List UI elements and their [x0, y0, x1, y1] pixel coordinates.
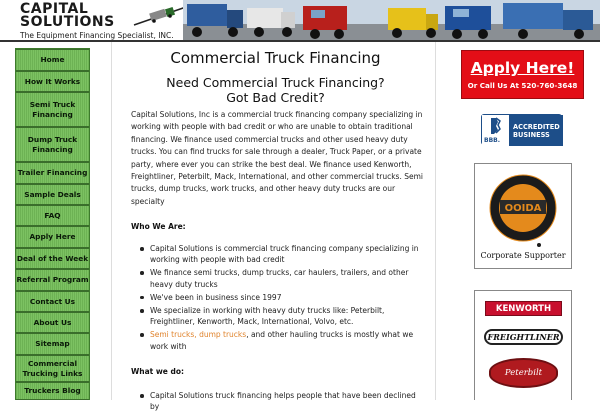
left-nav: [15, 48, 90, 400]
ooida-seal-icon: [475, 166, 571, 252]
nav-item-home[interactable]: Home: [16, 49, 89, 71]
list-item: [140, 329, 425, 351]
nav-item-sitemap[interactable]: Sitemap: [16, 333, 89, 355]
nav-item-deal-of-the-week[interactable]: Deal of the Week: [16, 248, 89, 269]
what-we-do-heading: What we do:: [131, 367, 185, 376]
who-we-are-list: [140, 243, 425, 354]
freightliner-logo[interactable]: FREIGHTLINER: [484, 329, 563, 345]
logo-line-1: CAPITAL: [20, 1, 89, 17]
nav-item-contact-us[interactable]: Contact Us: [16, 291, 89, 312]
subtitle-line-2: Got Bad Credit?: [226, 90, 325, 105]
what-we-do-list: [140, 390, 425, 414]
list-item: We specialize in working with heavy duty trucks like: Peterbilt, Freightliner, Kenworth, Mack, International, Volvo, etc.: [140, 305, 425, 327]
bbb-logo: [482, 115, 509, 146]
list-item: Capital Solutions is commercial truck financing company specializing in working with people with bad credit: [140, 243, 425, 265]
peterbilt-logo[interactable]: Peterbilt: [489, 358, 558, 388]
nav-item-referral-program[interactable]: Referral Program: [16, 269, 89, 291]
nav-item-truckers-blog[interactable]: Truckers Blog: [16, 382, 89, 400]
intro-paragraph: Capital Solutions, Inc is a commercial truck financing company specializing in working with people with bad credit or who are unable to obtain traditional financing. We finance used commercial trucks and other used heavy duty trucks. You can find trucks for sale through a dealer, Truck Paper, or a private party, where ever you can strike the best deal. We finance used Kenworth, Freightliner, Peterbilt, Mack, International, and other commercial trucks. Semi trucks, dump trucks, work trucks, and other heavy duty trucks are our specialty: [131, 110, 423, 206]
nav-item-trailer-financing[interactable]: Trailer Financing: [16, 162, 89, 184]
site-header: [0, 0, 600, 42]
header-truck-banner: [183, 0, 600, 40]
bbb-text: [509, 115, 563, 146]
nav-item-faq[interactable]: FAQ: [16, 205, 89, 226]
ooida-caption: Corporate Supporter: [480, 251, 566, 260]
logo-line-2: SOLUTIONS: [20, 14, 115, 30]
bbb-text-line-1: ACCREDITED: [513, 123, 560, 131]
nav-item-commercial-trucking-links[interactable]: Commercial Trucking Links: [16, 355, 89, 382]
nav-item-how-it-works[interactable]: How It Works: [16, 71, 89, 92]
list-item-text: , and other hauling trucks is mostly what we work with: [150, 330, 414, 351]
svg-text:OOIDA: OOIDA: [504, 203, 542, 214]
nav-item-semi-truck-financing[interactable]: Semi Truck Financing: [16, 92, 89, 127]
bbb-text-line-2: BUSINESS: [513, 131, 550, 139]
site-logo[interactable]: [20, 3, 180, 39]
apply-here-button[interactable]: [461, 50, 584, 99]
apply-here-label: Apply Here!: [470, 59, 575, 77]
logo-tagline: The Equipment Financing Specialist, INC.: [20, 31, 174, 40]
call-us-label: Or Call Us At 520-760-3648: [467, 81, 578, 90]
page-subtitle: [112, 75, 439, 105]
truck-brands-box: [474, 290, 572, 400]
nav-item-apply-here[interactable]: Apply Here: [16, 226, 89, 248]
bbb-torch-icon: [482, 115, 509, 137]
nav-item-sample-deals[interactable]: Sample Deals: [16, 184, 89, 205]
ooida-badge[interactable]: [474, 163, 572, 269]
who-we-are-heading: Who We Are:: [131, 222, 186, 231]
bbb-logo-text: BBB.: [484, 137, 500, 144]
kenworth-logo[interactable]: KENWORTH: [485, 301, 562, 316]
semi-dump-trucks-link[interactable]: Semi trucks, dump trucks: [150, 330, 247, 340]
page-title: Commercial Truck Financing: [170, 49, 381, 67]
main-content: [111, 42, 436, 412]
logo-truck-icon: [132, 5, 188, 29]
list-item: We finance semi trucks, dump trucks, car haulers, trailers, and other heavy duty trucks: [140, 267, 425, 289]
subtitle-line-1: Need Commercial Truck Financing?: [166, 75, 385, 90]
nav-item-dump-truck-financing[interactable]: Dump Truck Financing: [16, 127, 89, 162]
list-item: Capital Solutions truck financing helps people that have been declined by: [140, 390, 425, 412]
list-item: We've been in business since 1997: [140, 292, 425, 303]
bbb-accredited-badge[interactable]: [481, 114, 562, 145]
nav-item-about-us[interactable]: About Us: [16, 312, 89, 333]
